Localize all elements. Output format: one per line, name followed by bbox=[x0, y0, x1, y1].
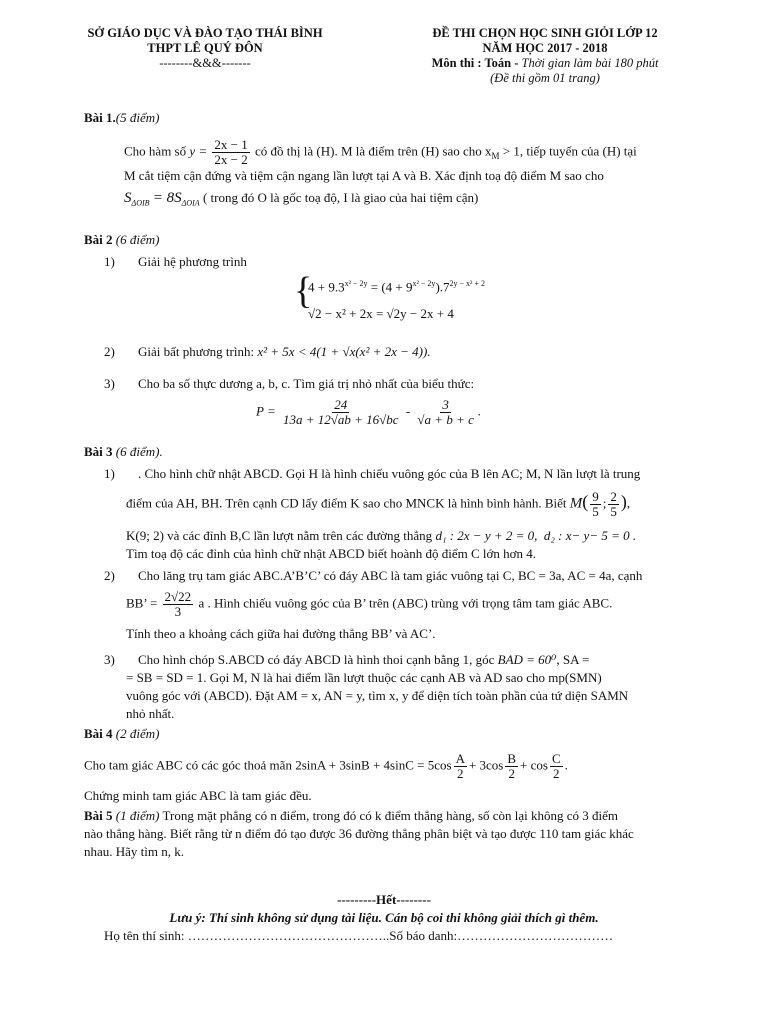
expr-lhs: P = bbox=[256, 403, 276, 419]
bai3-q2-line3: Tính theo a khoảng cách giữa hai đường thẳng BB’ và AC’. bbox=[126, 626, 436, 641]
bai1-area-s: S bbox=[124, 190, 132, 206]
bai1-func-lhs: y = bbox=[189, 143, 208, 159]
eq1-exp1: x² − 2y bbox=[344, 279, 368, 288]
bai4-points: (2 điểm) bbox=[115, 726, 160, 741]
header-divider: --------&&&------- bbox=[159, 56, 251, 70]
frac-b-den: 2 bbox=[508, 766, 515, 781]
bai3-q1-text3a: K(9; 2) và các đỉnh B,C lần lượt nằm trên các đường thẳng bbox=[126, 528, 433, 543]
line-d1: d₁ : 2x − y + 2 = 0, bbox=[435, 528, 538, 543]
m-x-num: 9 bbox=[592, 489, 599, 504]
bai2-q3 bbox=[104, 374, 474, 394]
bai3-q2-line2 bbox=[126, 590, 612, 619]
exam-header bbox=[380, 26, 710, 86]
bai1-text-a: Cho hàm số bbox=[124, 143, 187, 159]
bai1-points: (5 điểm) bbox=[115, 110, 160, 125]
bai5-points: (1 điểm) bbox=[115, 808, 160, 823]
expr-fraction2 bbox=[415, 398, 475, 427]
eq2-part2: = √2y − 2x + 4 bbox=[375, 306, 454, 321]
bai3-q1-line2: điểm của AH, BH. Trên cạnh CD lấy điểm K sao cho MNCK là hình bình hành. Biết M( $\frac{9}{5}$ ; $\frac{2}{5}$ ), bbox=[126, 489, 631, 519]
bb-fraction bbox=[163, 590, 194, 619]
frac-a-2 bbox=[454, 752, 467, 781]
bai4-line2: Chứng minh tam giác ABC là tam giác đều. bbox=[84, 788, 312, 803]
school-name: THPT LÊ QUÝ ĐÔN bbox=[147, 41, 263, 55]
m-y-num: 2 bbox=[610, 489, 617, 504]
bai2-q3-text: Cho ba số thực dương a, b, c. Tìm giá trị nhỏ nhất của biểu thức: bbox=[138, 376, 475, 391]
bai2-q3-number: 3) bbox=[104, 376, 115, 391]
end-marker: ---------Hết-------- bbox=[337, 892, 431, 907]
expr-den2: √a + b + c bbox=[417, 412, 474, 427]
bai3-heading bbox=[84, 442, 163, 462]
school-year: NĂM HỌC 2017 - 2018 bbox=[482, 41, 608, 55]
bai3-q2-number: 2) bbox=[104, 568, 115, 583]
bai3-points: (6 điểm). bbox=[115, 444, 163, 459]
bai3-q2-text1: Cho lăng trụ tam giác ABC.A’B’C’ có đáy ABC là tam giác vuông tại C, BC = 3a, AC = 4a, cạnh bbox=[138, 568, 643, 583]
bai1-area-mid: = 8S bbox=[152, 190, 182, 206]
bai1-text-b: có đồ thị là (H). M là điểm trên (H) sao cho x bbox=[255, 143, 492, 159]
bai3-q2-text2: a . Hình chiếu vuông góc của B’ trên (ABC) trùng với trọng tâm tam giác ABC. bbox=[198, 595, 613, 611]
system-brace: { bbox=[294, 270, 313, 312]
eq1-part1: 4 + 9.3 bbox=[308, 279, 345, 295]
bai1-line3 bbox=[124, 188, 478, 214]
bai1-area-sub2: ΔOIA bbox=[181, 198, 200, 208]
frac-b-num: B bbox=[507, 751, 517, 766]
bai5-line2: nào thẳng hàng. Biết rằng từ n điểm đó tạo được 36 đường thẳng phân biệt và tạo được 110 tam giác khác bbox=[84, 826, 634, 841]
bai1-func-numerator: 2x − 1 bbox=[214, 137, 248, 152]
bai2-q2-formula: x² + 5x < 4(1 + √x(x² + 2x − 4)). bbox=[257, 344, 431, 359]
bai5-text1: Trong mặt phẳng có n điểm, trong đó có k điểm thẳng hàng, số còn lại không có 3 điểm bbox=[162, 808, 619, 823]
eq1-part2: = (4 + 9 bbox=[370, 279, 413, 295]
bai1-func-denominator: 2x − 2 bbox=[214, 152, 248, 167]
bai4-line1 bbox=[84, 752, 568, 781]
bai1-area-text: ( trong đó O là gốc toạ độ, I là giao của hai tiệm cận) bbox=[202, 190, 479, 205]
bai3-title: Bài 3 bbox=[84, 444, 113, 459]
bai1-sub-m: M bbox=[491, 151, 500, 162]
system-eq2 bbox=[308, 304, 454, 324]
bai3-q3-text1a: Cho hình chóp S.ABCD có đáy ABCD là hình thoi cạnh bằng 1, góc bbox=[138, 652, 495, 667]
frac-b-2 bbox=[505, 752, 518, 781]
bai2-title: Bài 2 bbox=[84, 232, 113, 247]
bai4-eq-end: . bbox=[564, 757, 568, 773]
bai4-heading bbox=[84, 724, 159, 744]
bai1-heading bbox=[84, 108, 159, 128]
page-count bbox=[380, 71, 710, 86]
bai4-eq-mid2: + cos bbox=[520, 757, 548, 773]
m-x-den: 5 bbox=[592, 504, 599, 519]
bai2-heading bbox=[84, 230, 159, 250]
subject-label: Môn thi : Toán - bbox=[431, 56, 519, 70]
footer-note: Lưu ý: Thí sinh không sử dụng tài liệu. Cán bộ coi thi không giải thích gì thêm. bbox=[169, 910, 599, 925]
page-count-text: (Đề thi gồm 01 trang) bbox=[490, 71, 600, 85]
bai4-eq-mid1: + 3cos bbox=[468, 757, 504, 773]
frac-c-2 bbox=[550, 752, 563, 781]
exam-subject bbox=[380, 56, 710, 71]
bai5-title: Bài 5 bbox=[84, 808, 113, 823]
exam-duration: Thời gian làm bài 180 phút bbox=[521, 56, 659, 70]
m-y-den: 5 bbox=[610, 504, 617, 519]
frac-c-den: 2 bbox=[553, 766, 560, 781]
bai2-expression: P = $\frac{24}{13a + 12√ab + 16√bc}$ - $\frac{3}{√a + b + c}$ . bbox=[256, 397, 482, 427]
bb-label: BB’ = bbox=[126, 595, 158, 611]
bai2-q2-number: 2) bbox=[104, 344, 115, 359]
expr-den1: 13a + 12√ab + 16√bc bbox=[282, 412, 399, 427]
bai4-eq-left: 2sinA + 3sinB + 4sinC = 5cos bbox=[295, 757, 452, 773]
bai3-q1-text2: điểm của AH, BH. Trên cạnh CD lấy điểm K sao cho MNCK là hình bình hành. Biết bbox=[126, 495, 567, 511]
bai1-area-sub1: ΔOIB bbox=[131, 198, 150, 208]
frac-a-den: 2 bbox=[457, 766, 464, 781]
frac-c-num: C bbox=[551, 751, 561, 766]
bai5-line3: nhau. Hãy tìm n, k. bbox=[84, 844, 185, 859]
expr-minus: - bbox=[405, 403, 411, 419]
eq2-part1: √2 − x² + 2x bbox=[308, 306, 373, 321]
expr-fraction1 bbox=[281, 398, 401, 427]
bai2-q2-text: Giải bất phương trình: bbox=[138, 344, 255, 359]
bai2-q2 bbox=[104, 342, 431, 362]
bb-den: 3 bbox=[174, 604, 182, 619]
bai5-line1 bbox=[84, 806, 618, 826]
bai4-text-a: Cho tam giác ABC có các góc thoả mãn bbox=[84, 757, 292, 773]
bai3-q2-line1 bbox=[104, 566, 642, 586]
bai1-text-c: > 1, tiếp tuyến của (H) tại bbox=[502, 143, 637, 159]
bai3-q3-text1b: , SA = bbox=[556, 652, 590, 667]
bai1-line1 bbox=[124, 138, 637, 167]
bai3-q3-number: 3) bbox=[104, 652, 115, 667]
bai2-q1 bbox=[104, 252, 247, 272]
bai3-q3-line4: nhỏ nhất. bbox=[126, 706, 175, 721]
angle-bad: BAD = 60⁰ bbox=[497, 652, 557, 667]
point-m-label: M bbox=[569, 495, 583, 512]
bai4-title: Bài 4 bbox=[84, 726, 113, 741]
bai3-q1-text1: . Cho hình chữ nhật ABCD. Gọi H là hình chiếu vuông góc của B lên AC; M, N lần lượt là trung bbox=[138, 466, 641, 481]
system-eq1 bbox=[308, 274, 485, 297]
bai1-line2: M cắt tiệm cận đứng và tiệm cận ngang lần lượt tại A và B. Xác định toạ độ điểm M sao cho bbox=[124, 168, 604, 183]
department-name: SỞ GIÁO DỤC VÀ ĐÀO TẠO THÁI BÌNH bbox=[87, 26, 323, 40]
eq1-part3: ).7 bbox=[435, 279, 450, 295]
bai3-q3-line1 bbox=[104, 650, 589, 670]
expr-num1: 24 bbox=[334, 397, 348, 412]
bai1-title: Bài 1. bbox=[84, 110, 116, 125]
line-d2: d₂ : x− y− 5 = 0 . bbox=[543, 528, 637, 543]
bai1-function-fraction bbox=[212, 138, 249, 167]
eq1-exp2: x² − 2y bbox=[412, 279, 436, 288]
frac-a-num: A bbox=[455, 751, 465, 766]
bai3-q1-line4: Tìm toạ độ các đỉnh của hình chữ nhật ABCD biết hoành độ điểm C lớn hơn 4. bbox=[126, 546, 537, 561]
bai3-q3-line3: vuông góc với (ABCD). Đặt AM = x, AN = y, tìm x, y để diện tích toàn phần của tứ diện SAMN bbox=[126, 688, 629, 703]
eq1-exp3: 2y − x² + 2 bbox=[449, 279, 485, 288]
bai3-q1-number: 1) bbox=[104, 466, 115, 481]
bai2-q1-number: 1) bbox=[104, 254, 115, 269]
exam-title: ĐỀ THI CHỌN HỌC SINH GIỎI LỚP 12 bbox=[432, 26, 658, 40]
point-m-y bbox=[608, 490, 619, 519]
bb-num: 2√22 bbox=[164, 589, 192, 604]
bai3-q1-line3 bbox=[126, 526, 636, 546]
school-header bbox=[70, 26, 340, 71]
bai3-q3-line2: = SB = SD = 1. Gọi M, N là hai điểm lần lượt thuộc các cạnh AB và AD sao cho mp(SMN) bbox=[126, 670, 602, 685]
point-m-x bbox=[590, 490, 601, 519]
bai2-q1-text: Giải hệ phương trình bbox=[138, 254, 247, 269]
expr-num2: 3 bbox=[442, 397, 449, 412]
bai2-points: (6 điểm) bbox=[115, 232, 160, 247]
bai3-q1-line1 bbox=[104, 464, 640, 484]
candidate-info-line: Họ tên thí sinh: ………………………………………..Số báo danh:……………………………… bbox=[104, 928, 614, 943]
